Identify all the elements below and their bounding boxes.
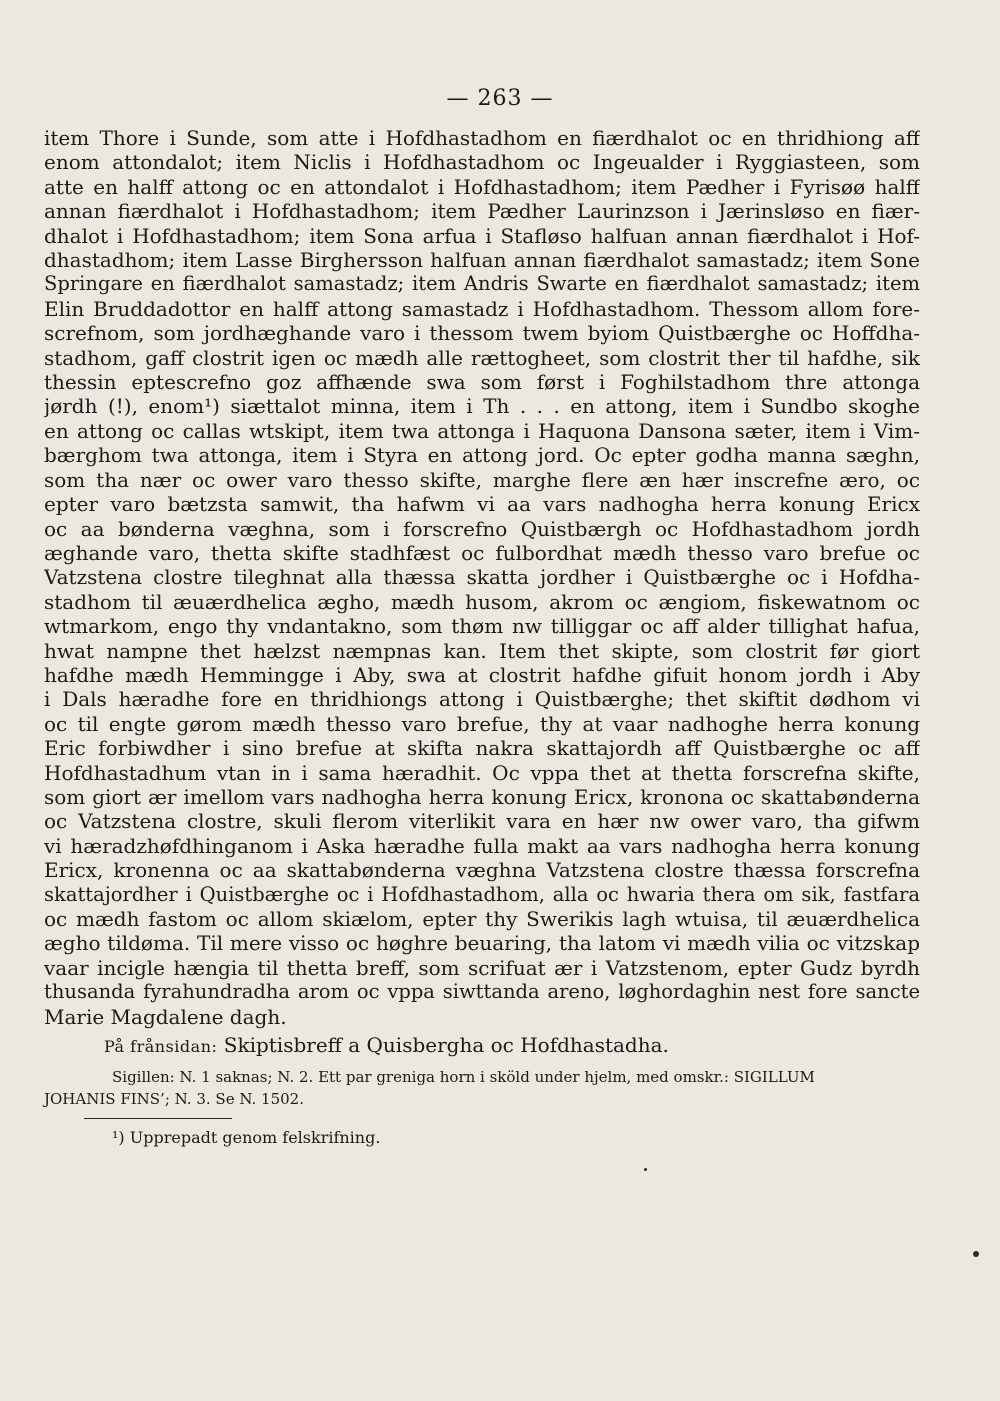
text-line: Eric forbiwdher i sino brefue at skifta nakra skattajordh aff Quistbærghe oc aff: [44, 736, 920, 761]
page-number: — 263 —: [446, 86, 554, 111]
text-line: som tha nær oc ower varo thesso skifte, marghe flere æn hær inscrefne æro, oc: [44, 467, 920, 492]
text-line: i Dals hæradhe fore en thridhiongs attong i Quistbærghe; thet skiftit dødhom vi: [44, 687, 920, 712]
seals-line: JOHANIS FINS’; N. 3. Se N. 1502.: [44, 1090, 304, 1108]
endorsement: [104, 1033, 924, 1057]
footnote: ¹) Upprepadt genom felskrifning.: [112, 1128, 381, 1147]
text-line: stadhom til æuærdhelica ægho, mædh husom, akrom oc ængiom, fiskewatnom oc: [44, 589, 920, 614]
seals-note: [44, 1066, 924, 1110]
footnote-divider: [84, 1118, 232, 1119]
text-line: epter varo bætzsta samwit, tha hafwm vi aa vars nadhogha herra konung Ericx: [44, 492, 920, 517]
text-line: en attong oc callas wtskipt, item twa attonga i Haquona Dansona sæter, item i Vim-: [44, 418, 920, 443]
seals-line: Sigillen: N. 1 saknas; N. 2. Ett par greniga horn i sköld under hjelm, med omskr.: SIGILLUM: [112, 1068, 815, 1086]
text-line: vaar incigle hængia til thetta breff, som scrifuat ær i Vatzstenom, epter Gudz byrdh: [44, 955, 920, 980]
text-line: oc mædh fastom oc allom skiælom, epter thy Swerikis lagh wtuisa, til æuærdhelica: [44, 907, 920, 931]
body-text: [44, 126, 920, 1029]
text-line: Vatzstena clostre tileghnat alla thæssa skatta jordher i Quistbærghe oc i Hofdha-: [44, 565, 920, 590]
text-line: thessin eptescrefno goz affhænde swa som først i Foghilstadhom thre attonga: [44, 370, 920, 395]
text-line: oc til engte gørom mædh thesso varo brefue, thy at vaar nadhoghe herra konung: [44, 711, 920, 736]
text-line: item Thore i Sunde, som atte i Hofdhastadhom en fiærdhalot oc en thridhiong aff: [44, 126, 920, 150]
text-line: Elin Bruddadottor en halff attong samastadz i Hofdhastadhom. Thessom allom fore-: [44, 296, 920, 321]
text-line: annan fiærdhalot i Hofdhastadhom; item Pædher Laurinzson i Jærinsløso en fiær-: [44, 199, 920, 224]
text-line: bærghom twa attonga, item i Styra en attong jord. Oc epter godha manna sæghn,: [44, 443, 920, 468]
text-line: som giort ær imellom vars nadhogha herra konung Ericx, kronona oc skattabønderna: [44, 784, 920, 809]
endorsement-text: Skiptisbreff a Quisbergha oc Hofdhastadha.: [223, 1033, 669, 1057]
text-line: Springare en fiærdhalot samastadz; item Andris Swarte en fiærdhalot samastadz; item: [44, 272, 920, 296]
text-line: æghande varo, thetta skifte stadhfæst oc fulbordhat mædh thesso varo brefue oc: [44, 540, 920, 565]
ink-speck: [644, 1168, 647, 1171]
text-line: stadhom, gaff clostrit igen oc mædh alle rættogheet, som clostrit ther til hafdhe, sik: [44, 345, 920, 370]
text-line: vi hæradzhøfdhinganom i Aska hæradhe fulla makt aa vars nadhogha herra konung: [44, 833, 920, 858]
text-line: enom attondalot; item Niclis i Hofdhastadhom oc Ingeualder i Ryggiasteen, som: [44, 150, 920, 175]
text-line: Hofdhastadhum vtan in i sama hæradhit. Oc vppa thet at thetta forscrefna skifte,: [44, 760, 920, 785]
endorsement-label: På frånsidan:: [104, 1037, 218, 1056]
text-line: Marie Magdalene dagh.: [44, 1004, 287, 1029]
text-line: Ericx, kronenna oc aa skattabønderna væghna Vatzstena clostre thæssa forscrefna: [44, 858, 920, 883]
ink-speck: [973, 1251, 979, 1257]
text-line: hwat nampne thet hælzst næmpnas kan. Item thet skipte, som clostrit før giort: [44, 638, 920, 663]
text-line: thusanda fyrahundradha arom oc vppa siwttanda areno, løghordaghin nest fore sancte: [44, 980, 920, 1004]
text-line: oc Vatzstena clostre, skuli flerom viterlikit vara en hær nw ower varo, tha gifwm: [44, 809, 920, 834]
text-line: oc aa bønderna væghna, som i forscrefno Quistbærgh oc Hofdhastadhom jordh: [44, 516, 920, 541]
text-line: hafdhe mædh Hemmingge i Aby, swa at clostrit hafdhe gifuit honom jordh i Aby: [44, 662, 920, 687]
text-line: skattajordher i Quistbærghe oc i Hofdhastadhom, alla oc hwaria thera om sik, fastfara: [44, 882, 920, 906]
text-line: wtmarkom, engo thy vndantakno, som thøm nw tilliggar oc aff alder tillighat hafua,: [44, 614, 920, 639]
text-line: dhastadhom; item Lasse Birghersson halfuan annan fiærdhalot samastadz; item Sone: [44, 248, 920, 273]
text-line: dhalot i Hofdhastadhom; item Sona arfua i Stafløso halfuan annan fiærdhalot i Hof-: [44, 223, 920, 248]
text-line: screfnom, som jordhæghande varo i thessom twem byiom Quistbærghe oc Hoffdha-: [44, 321, 920, 346]
text-line: ægho tildøma. Til mere visso oc høghre beuaring, tha latom vi mædh vilia oc vitzskap: [44, 931, 920, 956]
text-line: jørdh (!), enom¹) siættalot minna, item i Th . . . en attong, item i Sundbo skoghe: [44, 394, 920, 419]
text-line: atte en halff attong oc en attondalot i Hofdhastadhom; item Pædher i Fyrisøø halff: [44, 174, 920, 199]
